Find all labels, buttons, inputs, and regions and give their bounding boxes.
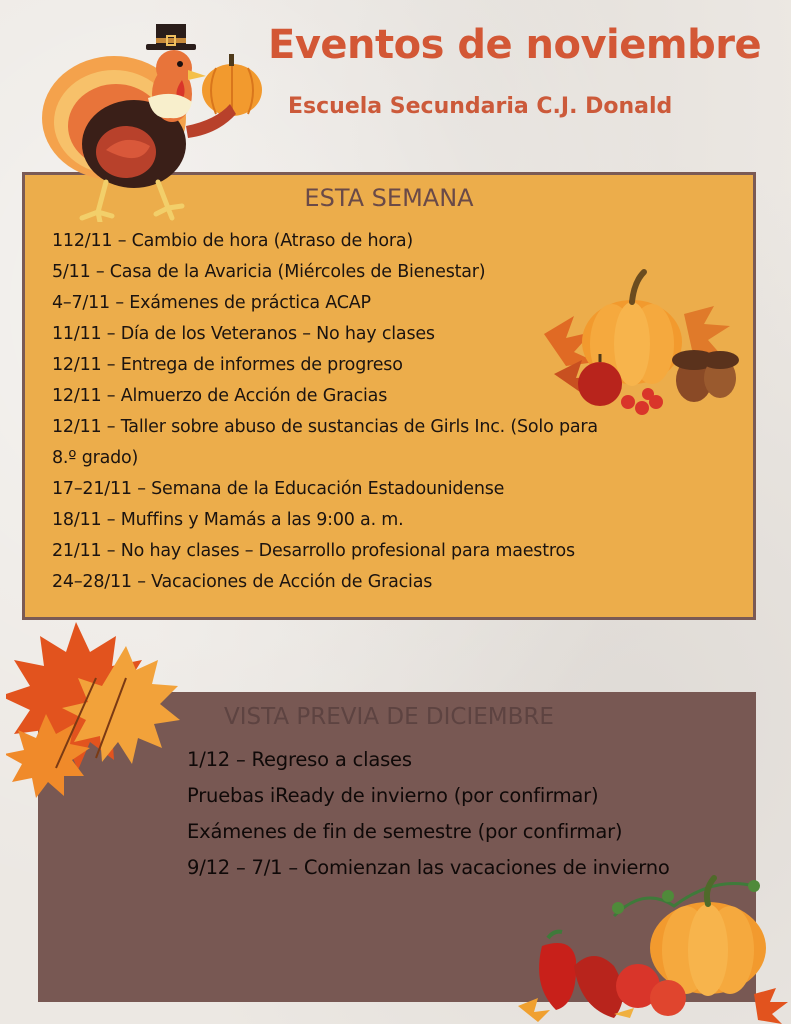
list-item: 24–28/11 – Vacaciones de Acción de Gracias (52, 572, 433, 592)
list-item: 11/11 – Día de los Veteranos – No hay clases (52, 324, 435, 344)
list-item: Pruebas iReady de invierno (por confirmar) (187, 784, 599, 807)
page-title: Eventos de noviembre (268, 22, 762, 68)
list-item: 4–7/11 – Exámenes de práctica ACAP (52, 293, 371, 313)
list-item: 8.º grado) (52, 448, 139, 468)
list-item: Exámenes de fin de semestre (por confirmar) (187, 820, 623, 843)
pumpkin-acorns-apple-icon (534, 264, 742, 420)
turkey-pilgrim-hat-icon (36, 10, 268, 222)
list-item: 12/11 – Almuerzo de Acción de Gracias (52, 386, 388, 406)
list-item: 12/11 – Taller sobre abuso de sustancias de Girls Inc. (Solo para (52, 417, 598, 437)
december-preview-heading: VISTA PREVIA DE DICIEMBRE (224, 704, 554, 730)
pumpkin-peppers-icon (518, 866, 791, 1024)
list-item: 21/11 – No hay clases – Desarrollo profesional para maestros (52, 541, 575, 561)
school-name: Escuela Secundaria C.J. Donald (288, 94, 673, 119)
list-item: 5/11 – Casa de la Avaricia (Miércoles de Bienestar) (52, 262, 486, 282)
list-item: 12/11 – Entrega de informes de progreso (52, 355, 403, 375)
autumn-leaves-icon (6, 618, 188, 806)
december-preview-list (187, 742, 670, 886)
list-item: 9/12 – 7/1 – Comienzan las vacaciones de invierno (187, 856, 670, 879)
this-week-heading: ESTA SEMANA (304, 184, 474, 212)
list-item: 112/11 – Cambio de hora (Atraso de hora) (52, 231, 414, 251)
list-item: 18/11 – Muffins y Mamás a las 9:00 a. m. (52, 510, 404, 530)
list-item: 1/12 – Regreso a clases (187, 748, 412, 771)
list-item: 17–21/11 – Semana de la Educación Estadounidense (52, 479, 505, 499)
